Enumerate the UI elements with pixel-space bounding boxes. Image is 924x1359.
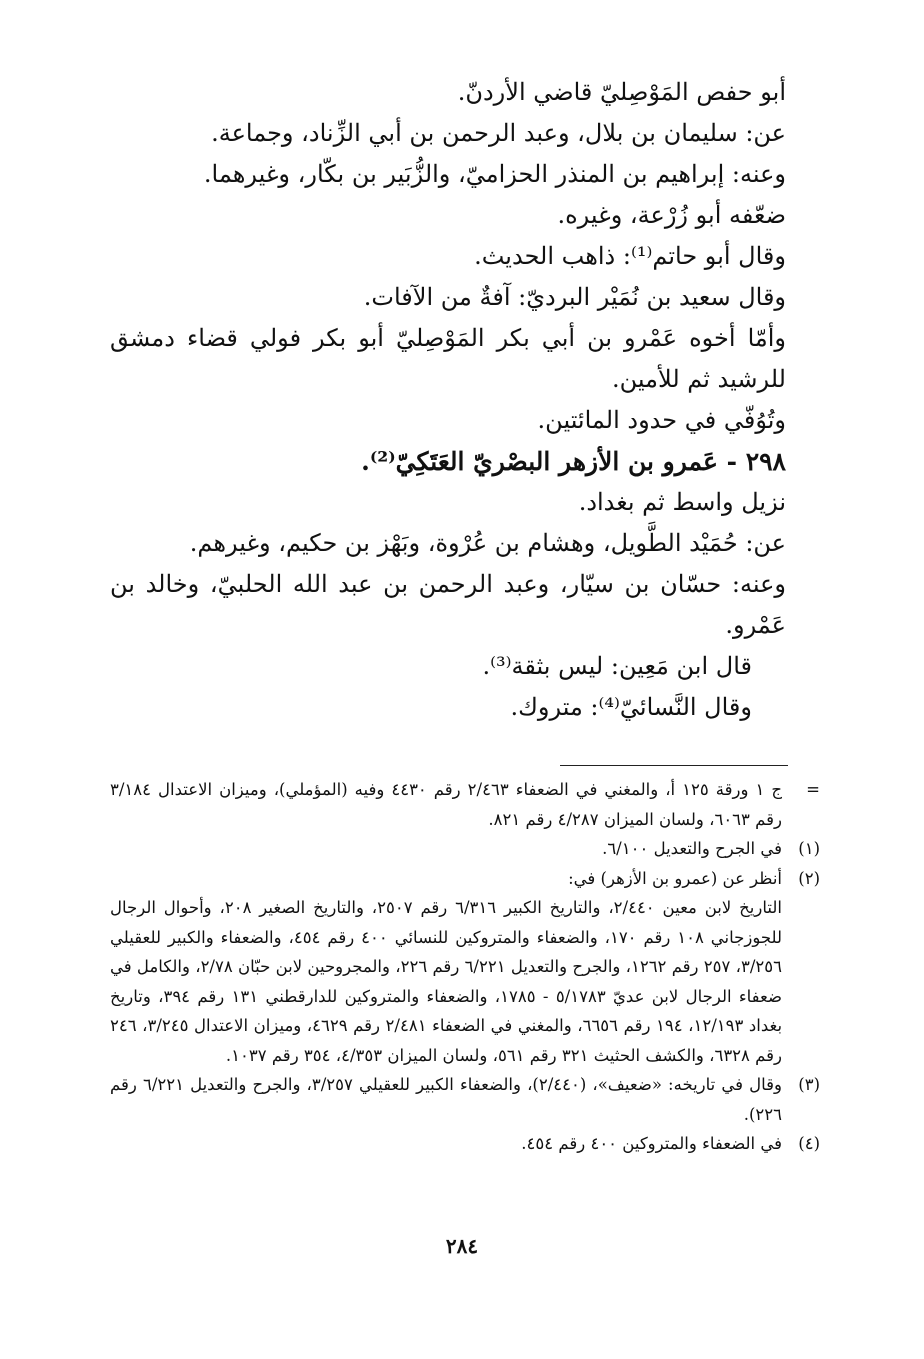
footnote-text: في الجرح والتعديل ٦/١٠٠.	[602, 839, 782, 858]
text-line: وقال النَّسائيّ⁽⁴⁾: متروك.	[510, 693, 752, 721]
text-line: ضعّفه أبو زُرْعة، وغيره.	[557, 201, 786, 229]
text-line: وأمّا أخوه عَمْرو بن أبي بكر المَوْصِليّ أبو بكر فولي قضاء دمشق للرشيد ثم للأمين.	[110, 324, 786, 393]
text-line: عن: سليمان بن بلال، وعبد الرحمن بن أبي الزِّناد، وجماعة.	[211, 119, 786, 147]
footnote-text: ج ١ ورقة ١٢٥ أ، والمغني في الضعفاء ٢/٤٦٣ رقم ٤٤٣٠ وفيه (المؤملي)، وميزان الاعتدال ٣/١٨٤ رقم ٦٠٦٣، ولسان الميزان ٤/٢٨٧ رقم ٨٢١.	[110, 780, 782, 829]
footnote-text: التاريخ لابن معين ٢/٤٤٠، والتاريخ الكبير ٦/٣١٦ رقم ٢٥٠٧، والتاريخ الصغير ٢٠٨، وأحوال الرجال للجوزجاني ١٠٨ رقم ١٧٠، والضعفاء والمتروكين للنسائي ٤٠٠ رقم ٤٥٤، والضعفاء والكبير للعقيلي ٣/٢٥٦، ٢٥٧ رقم ١٢٦٢، والجرح والتعديل ٦/٢٢١ رقم ٢٢٦، والمجروحين لابن حبّان ٢/٧٨، والكامل في ضعفاء الرجال لابن عديّ ٥/١٧٨٣ - ١٧٨٥، والضعفاء والمتروكين للدارقطني ١٣١ رقم ٣٩٤، وتاريخ بغداد ١٢/١٩٣، ١٩٤ رقم ٦٦٥٦، والمغني في الضعفاء ٢/٤٨١ رقم ٤٦٢٩، وميزان الاعتدال ٣/٢٤٥، ٢٤٦ رقم ٦٣٢٨، والكشف الحثيث ٣٢١ رقم ٥٦١، ولسان الميزان ٤/٣٥٣، ٣٥٤ رقم ١٠٣٧.	[110, 898, 783, 1065]
text-line: أبو حفص المَوْصِليّ قاضي الأردنّ.	[457, 78, 786, 106]
footnote-separator	[560, 765, 788, 766]
footnote-text: وقال في تاريخه: «ضعيف»، (٢/٤٤٠)، والضعفاء الكبير للعقيلي ٣/٢٥٧، والجرح والتعديل ٦/٢٢١ رقم ٢٢٦).	[110, 1075, 782, 1124]
text-line: وقال أبو حاتم⁽¹⁾: ذاهب الحديث.	[474, 242, 786, 270]
footnote-mark: (٣)	[798, 1075, 820, 1094]
footnote-3	[110, 1070, 820, 1129]
footnote-text: أنظر عن (عمرو بن الأزهر) في:	[568, 868, 782, 888]
footnote-mark: (١)	[798, 839, 820, 858]
text-line: وقال سعيد بن نُمَيْر البرديّ: آفةٌ من الآفات.	[363, 283, 786, 311]
text-line: وتُوُفّي في حدود المائتين.	[537, 406, 786, 434]
text-line: نزيل واسط ثم بغداد.	[578, 488, 786, 516]
text-line: وعنه: إبراهيم بن المنذر الحزاميّ، والزُّبَير بن بكّار، وغيرهما.	[203, 160, 786, 188]
footnote-1	[110, 834, 820, 864]
text-line: قال ابن مَعِين: ليس بثقة⁽³⁾.	[482, 652, 752, 680]
footnote-continuation	[110, 775, 820, 834]
footnote-mark: (٤)	[798, 1134, 820, 1153]
text-line: وعنه: حسّان بن سيّار، وعبد الرحمن بن عبد الله الحلبيّ، وخالد بن عَمْرو.	[110, 570, 786, 639]
text-line: عن: حُمَيْد الطَّويل، وهشام بن عُرْوة، وبَهْز بن حكيم، وغيرهم.	[189, 529, 786, 557]
entry-heading: ٢٩٨ - عَمرو بن الأزهر البصْريّ العَتَكِيّ⁽²⁾.	[361, 447, 786, 476]
footnote-mark: =	[806, 780, 820, 799]
main-text	[110, 72, 786, 728]
footnotes	[110, 775, 820, 1159]
footnote-text: في الضعفاء والمتروكين ٤٠٠ رقم ٤٥٤.	[521, 1134, 782, 1153]
footnote-4	[110, 1129, 820, 1159]
footnote-2	[110, 864, 820, 1071]
page-number: ٢٨٤	[445, 1234, 479, 1258]
footnote-mark: (٢)	[798, 868, 820, 888]
